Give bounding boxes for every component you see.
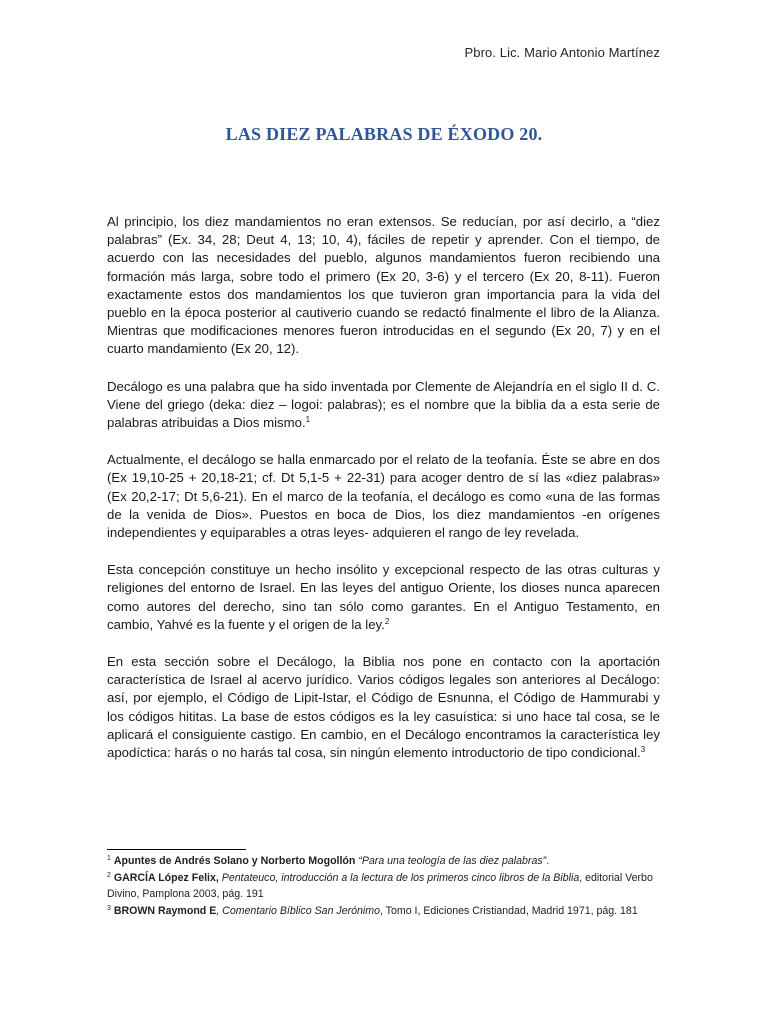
footnote-work: “Para una teología de las diez palabras” [355, 855, 547, 867]
footnote-details: , editorial Verbo Divino, Pamplona 2003, pág. 191 [107, 871, 653, 901]
footnote-number: 3 [107, 904, 111, 912]
paragraph-text: Actualmente, el decálogo se halla enmarcado por el relato de la teofanía. Éste se abre en dos (Ex 19,10-25 + 20,18-21; cf. Dt 5,1-5 + 22-31) para acoger dentro de sí las «diez palabras» (Ex 20,2-17; Dt 5,6-21). En el marco de la teofanía, el decálogo es como «una de las formas de la venida de Dios». Puestos en boca de Dios, los diez mandamientos -en orígenes independientes y equiparables a otras leyes- adquieren el rango de ley revelada. [107, 452, 660, 541]
paragraph [107, 213, 660, 359]
footnotes [107, 853, 660, 919]
footnote-work: , Comentario Bíblico San Jerónimo [216, 904, 380, 917]
footnote-ref[interactable]: 1 [305, 415, 311, 425]
paragraph-text: Esta concepción constituye un hecho insólito y excepcional respecto de las otras culturas y religiones del entorno de Israel. En las leyes del antiguo Oriente, los dioses nunca aparecen como autores del derecho, sino tan sólo como garantes. En el Antiguo Testamento, en cambio, Yahvé es la fuente y el origen de la ley. [107, 562, 660, 632]
footnote [107, 870, 660, 903]
header-author: Pbro. Lic. Mario Antonio Martínez [464, 45, 660, 60]
footnote-number: 2 [107, 871, 111, 879]
paragraph-text: Al principio, los diez mandamientos no eran extensos. Se reducían, por así decirlo, a “diez palabras” (Ex. 34, 28; Deut 4, 13; 10, 4), fáciles de repetir y aprender. Con el tiempo, de acuerdo con las necesidades del pueblo, algunos mandamientos fueron recibiendo una formación más larga, sobre todo el primero (Ex 20, 3-6) y el tercero (Ex 20, 8-11). Fueron exactamente estos dos mandamientos los que tuvieron gran importancia para la vida del pueblo en la época posterior al cautiverio cuando se redactó finalmente el libro de la Alianza. Mientras que modificaciones menores fueron introducidas en el segundo (Ex 20, 7) y en el cuarto mandamiento (Ex 20, 12). [107, 214, 660, 357]
body-text [107, 213, 660, 781]
paragraph [107, 561, 660, 634]
footnote-details: . [546, 855, 550, 867]
document-title: LAS DIEZ PALABRAS DE ÉXODO 20. [225, 124, 543, 144]
paragraph-text: Decálogo es una palabra que ha sido inventada por Clemente de Alejandría en el siglo II d. C. Viene del griego (deka: diez – logoi: palabras); es el nombre que la biblia da a esta serie de palabras atribuidas a Dios mismo. [107, 378, 660, 431]
footnote-work: Pentateuco, introducción a la lectura de los primeros cinco libros de la Biblia [218, 871, 580, 884]
footnote-author: BROWN Raymond E [113, 904, 217, 917]
footnote [107, 903, 660, 920]
footnote-number: 1 [107, 855, 111, 862]
footnote-divider [107, 849, 246, 850]
paragraph [107, 653, 660, 762]
footnote-ref[interactable]: 2 [384, 616, 390, 626]
footnote-author: Apuntes de Andrés Solano y Norberto Mogollón [113, 855, 356, 867]
footnote-details: , Tomo I, Ediciones Cristiandad, Madrid 1971, pág. 181 [379, 904, 638, 917]
footnote-ref[interactable]: 3 [640, 745, 646, 755]
paragraph [107, 451, 660, 542]
footnote-author: GARCÍA López Felix, [113, 871, 219, 884]
footnote [107, 853, 660, 870]
paragraph [107, 378, 660, 433]
paragraph-text: En esta sección sobre el Decálogo, la Biblia nos pone en contacto con la aportación característica de Israel al acervo jurídico. Varios códigos legales son anteriores al Decálogo: así, por ejemplo, el Código de Lipit-Istar, el Código de Esnunna, el Código de Hammurabi y los códigos hititas. La base de estos códigos es la ley casuística: si uno hace tal cosa, se le aplicará el consiguiente castigo. En cambio, en el Decálogo encontramos la característica ley apodíctica: harás o no harás tal cosa, sin ningún elemento introductorio de tipo condicional. [107, 654, 660, 761]
